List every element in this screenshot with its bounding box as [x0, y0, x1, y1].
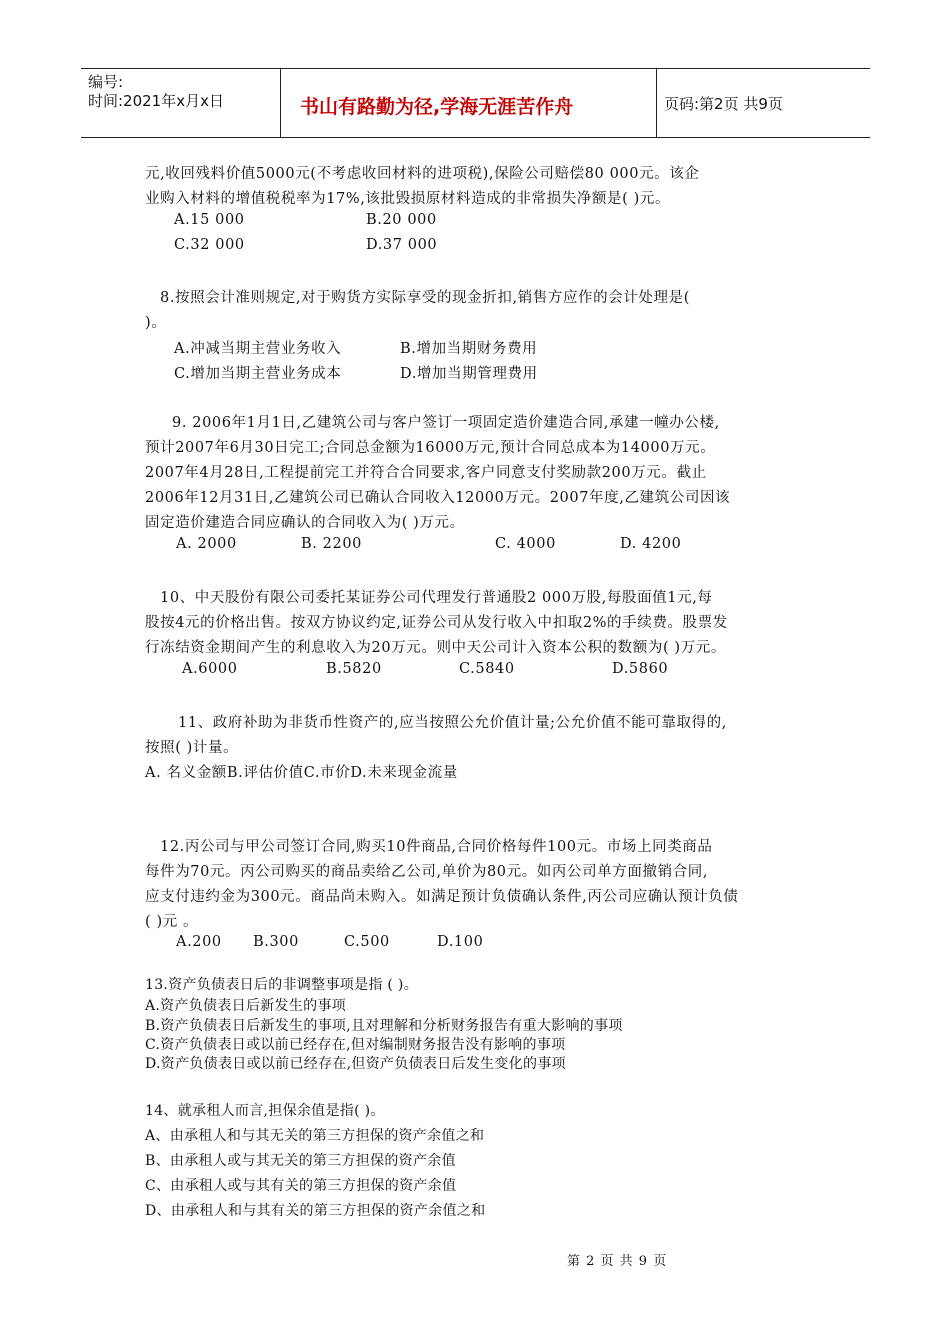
q7-option-d: D.37 000: [366, 237, 438, 253]
q7-option-a: A.15 000: [174, 212, 245, 228]
q10-line1: 10、中天股份有限公司委托某证券公司代理发行普通股2 000万股,每股面值1元,每: [160, 590, 713, 606]
q14-option-c: C、由承租人或与其有关的第三方担保的资产余值: [145, 1178, 457, 1194]
header-motto: 书山有路勤为径,学海无涯苦作舟: [300, 96, 574, 118]
q10-option-a: A.6000: [182, 661, 238, 677]
q9-option-b: B. 2200: [301, 536, 362, 552]
q8-option-c: C.增加当期主营业务成本: [174, 366, 342, 382]
q14-option-d: D、由承租人和与其有关的第三方担保的资产余值之和: [145, 1203, 486, 1219]
q10-line3: 行冻结资金期间产生的利息收入为20万元。则中天公司计入资本公积的数额为( )万元。: [145, 640, 726, 656]
q11-line2: 按照( )计量。: [145, 740, 239, 756]
q9-line2: 预计2007年6月30日完工;合同总金额为16000万元,预计合同总成本为14000万元。: [145, 440, 716, 456]
q9-option-a: A. 2000: [176, 536, 237, 552]
q8-option-a: A.冲减当期主营业务收入: [174, 341, 342, 357]
q12-line2: 每件为70元。丙公司购买的商品卖给乙公司,单价为80元。如丙公司单方面撤销合同,: [145, 864, 709, 880]
q12-line4: ( )元 。: [145, 914, 199, 930]
q12-line1: 12.丙公司与甲公司签订合同,购买10件商品,合同价格每件100元。市场上同类商品: [160, 839, 713, 855]
q7-option-b: B.20 000: [366, 212, 437, 228]
q11-options: A. 名义金额B.评估价值C.市价D.未来现金流量: [145, 765, 458, 781]
q13-line1: 13.资产负债表日后的非调整事项是指 ( )。: [145, 977, 418, 993]
header-page-label: 页码:第2页 共9页: [664, 95, 783, 113]
q10-option-c: C.5840: [459, 661, 515, 677]
q8-option-d: D.增加当期管理费用: [400, 366, 538, 382]
q9-line5: 固定造价建造合同应确认的合同收入为( )万元。: [145, 515, 465, 531]
q13-option-d: D.资产负债表日或以前已经存在,但资产负债表日后发生变化的事项: [145, 1056, 566, 1072]
q9-line4: 2006年12月31日,乙建筑公司已确认合同收入12000万元。2007年度,乙建筑公司因该: [145, 490, 731, 506]
q10-option-d: D.5860: [612, 661, 669, 677]
q7-option-c: C.32 000: [174, 237, 245, 253]
q13-option-c: C.资产负债表日或以前已经存在,但对编制财务报告没有影响的事项: [145, 1037, 566, 1053]
q10-line2: 股按4元的价格出售。按双方协议约定,证券公司从发行收入中扣取2%的手续费。股票发: [145, 615, 728, 631]
header-divider-right: [656, 69, 657, 137]
q9-option-d: D. 4200: [620, 536, 682, 552]
q14-option-a: A、由承租人和与其无关的第三方担保的资产余值之和: [145, 1128, 485, 1144]
q11-line1: 11、政府补助为非货币性资产的,应当按照公允价值计量;公允价值不能可靠取得的,: [178, 715, 727, 731]
q8-line1: 8.按照会计准则规定,对于购货方实际享受的现金折扣,销售方应作的会计处理是(: [160, 290, 691, 306]
q14-option-b: B、由承租人或与其无关的第三方担保的资产余值: [145, 1153, 456, 1169]
header-divider-left: [280, 69, 281, 137]
q10-option-b: B.5820: [326, 661, 382, 677]
q8-line2: )。: [145, 315, 167, 331]
q12-option-d: D.100: [437, 934, 484, 950]
q7-line1: 元,收回残料价值5000元(不考虑收回材料的进项税),保险公司赔偿80 000元。该企: [145, 166, 700, 182]
footer-page-number: 第 2 页 共 9 页: [567, 1254, 668, 1269]
q8-option-b: B.增加当期财务费用: [400, 341, 538, 357]
q12-option-a: A.200: [176, 934, 222, 950]
q13-option-a: A.资产负债表日后新发生的事项: [145, 998, 347, 1014]
q12-option-c: C.500: [344, 934, 390, 950]
q9-line3: 2007年4月28日,工程提前完工并符合合同要求,客户同意支付奖励款200万元。截止: [145, 465, 707, 481]
q12-option-b: B.300: [253, 934, 299, 950]
q9-line1: 9. 2006年1月1日,乙建筑公司与客户签订一项固定造价建造合同,承建一幢办公楼,: [172, 415, 720, 431]
header-date-label: 时间:2021年x月x日: [88, 92, 224, 110]
q14-line1: 14、就承租人而言,担保余值是指( )。: [145, 1103, 385, 1119]
header-number-label: 编号:: [88, 73, 124, 91]
q12-line3: 应支付违约金为300元。商品尚未购入。如满足预计负债确认条件,丙公司应确认预计负债: [145, 889, 739, 905]
q9-option-c: C. 4000: [495, 536, 556, 552]
q13-option-b: B.资产负债表日后新发生的事项,且对理解和分析财务报告有重大影响的事项: [145, 1018, 623, 1034]
q7-line2: 业购入材料的增值税税率为17%,该批毁损原材料造成的非常损失净额是( )元。: [145, 191, 671, 207]
